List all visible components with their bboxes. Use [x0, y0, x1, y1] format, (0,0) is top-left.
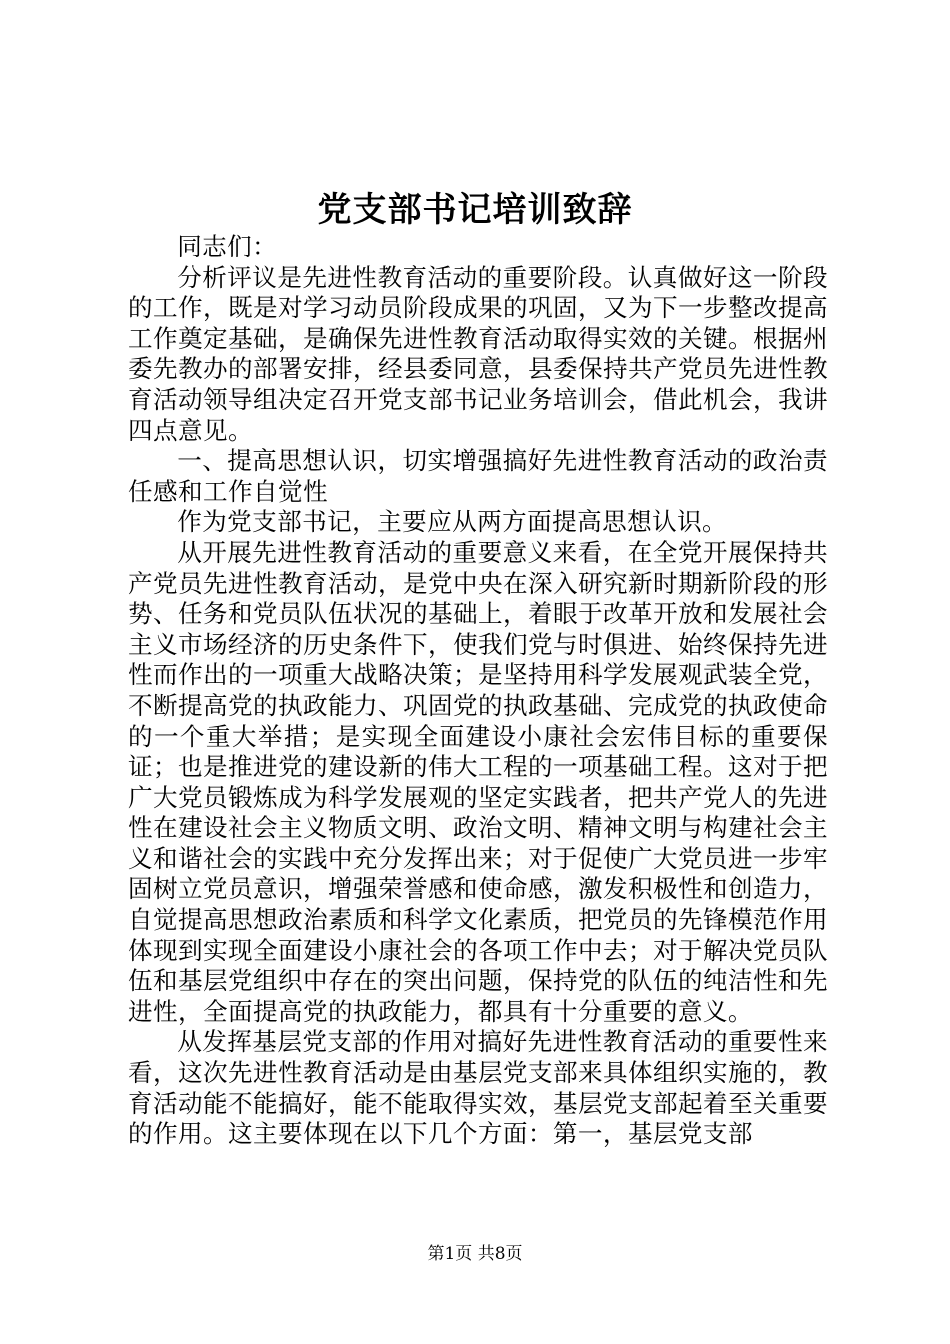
paragraph-summary: 作为党支部书记，主要应从两方面提高思想认识。 [177, 507, 728, 537]
page-footer: 第1页 共8页 [427, 1244, 523, 1264]
section-heading-one: 一、提高思想认识，切实增强搞好先进性教育活动的政治责任感和工作自觉性 [128, 446, 828, 506]
paragraph-significance: 从开展先进性教育活动的重要意义来看，在全党开展保持共产党员先进性教育活动，是党中央在深入研究新时期新阶段的形势、任务和党员队伍状况的基础上，着眼于改革开放和发展社会主义市场经济的历史条件下，使我们党与时俱进、始终保持先进性而作出的一项重大战略决策；是坚持用科学发展观武装全党，不断提高党的执政能力、巩固党的执政基础、完成党的执政使命的一个重大举措；是实现全面建设小康社会宏伟目标的重要保证；也是推进党的建设新的伟大工程的一项基础工程。这对于把广大党员锻炼成为科学发展观的坚定实践者，把共产党人的先进性在建设社会主义物质文明、政治文明、精神文明与构建社会主义和谐社会的实践中充分发挥出来；对于促使广大党员进一步牢固树立党员意识，增强荣誉感和使命感，激发积极性和创造力，自觉提高思想政治素质和科学文化素质，把党员的先锋模范作用体现到实现全面建设小康社会的各项工作中去；对于解决党员队伍和基层党组织中存在的突出问题，保持党的队伍的纯洁性和先进性，全面提高党的执政能力，都具有十分重要的意义。 [128, 537, 828, 1026]
document-body [128, 232, 828, 1150]
document-title: 党支部书记培训致辞 [317, 190, 633, 230]
paragraph-branch-role: 从发挥基层党支部的作用对搞好先进性教育活动的重要性来看，这次先进性教育活动是由基层党支部来具体组织实施的，教育活动能不能搞好，能不能取得实效，基层党支部起着至关重要的作用。这主要体现在以下几个方面：第一，基层党支部 [128, 1027, 828, 1149]
paragraph-greeting: 同志们： [177, 232, 278, 261]
paragraph-intro: 分析评议是先进性教育活动的重要阶段。认真做好这一阶段的工作，既是对学习动员阶段成果的巩固，又为下一步整改提高工作奠定基础，是确保先进性教育活动取得实效的关键。根据州委先教办的部署安排，经县委同意，县委保持共产党员先进性教育活动领导组决定召开党支部书记业务培训会，借此机会，我讲四点意见。 [128, 262, 828, 445]
